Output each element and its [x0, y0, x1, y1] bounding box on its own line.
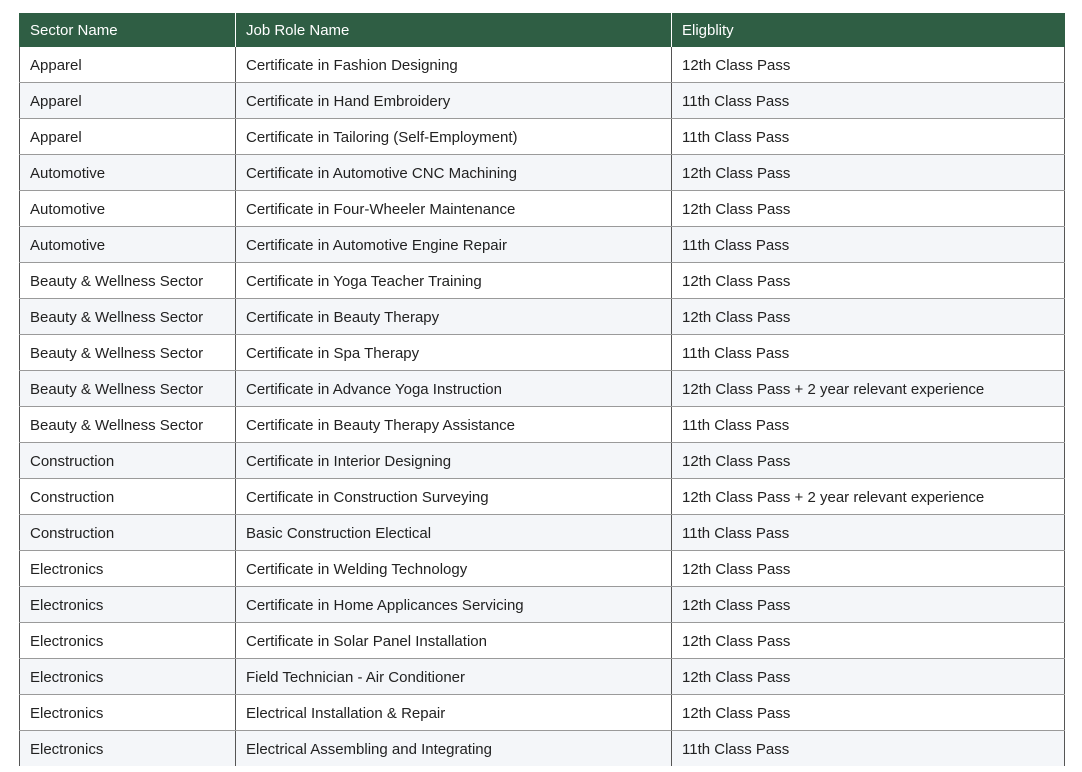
- cell-job-role-name: Electrical Installation & Repair: [236, 695, 672, 731]
- cell-eligibility: 12th Class Pass: [672, 659, 1065, 695]
- job-roles-table-container: [19, 13, 1064, 766]
- cell-eligibility: 11th Class Pass: [672, 731, 1065, 767]
- cell-sector-name: Automotive: [20, 155, 236, 191]
- cell-job-role-name: Certificate in Construction Surveying: [236, 479, 672, 515]
- cell-eligibility: 12th Class Pass: [672, 47, 1065, 83]
- cell-eligibility: 12th Class Pass: [672, 263, 1065, 299]
- cell-sector-name: Apparel: [20, 119, 236, 155]
- table-row: [20, 731, 1065, 767]
- table-row: [20, 479, 1065, 515]
- cell-sector-name: Beauty & Wellness Sector: [20, 263, 236, 299]
- job-roles-table: [19, 13, 1065, 766]
- cell-eligibility: 11th Class Pass: [672, 407, 1065, 443]
- table-row: [20, 227, 1065, 263]
- cell-job-role-name: Certificate in Beauty Therapy: [236, 299, 672, 335]
- cell-eligibility: 12th Class Pass: [672, 551, 1065, 587]
- cell-eligibility: 12th Class Pass: [672, 695, 1065, 731]
- cell-job-role-name: Certificate in Solar Panel Installation: [236, 623, 672, 659]
- table-row: [20, 83, 1065, 119]
- cell-eligibility: 12th Class Pass: [672, 191, 1065, 227]
- table-row: [20, 407, 1065, 443]
- cell-sector-name: Electronics: [20, 551, 236, 587]
- cell-sector-name: Electronics: [20, 731, 236, 767]
- cell-job-role-name: Electrical Assembling and Integrating: [236, 731, 672, 767]
- cell-job-role-name: Certificate in Advance Yoga Instruction: [236, 371, 672, 407]
- table-row: [20, 551, 1065, 587]
- table-row: [20, 191, 1065, 227]
- table-body: [20, 47, 1065, 766]
- table-row: [20, 371, 1065, 407]
- cell-eligibility: 12th Class Pass: [672, 155, 1065, 191]
- cell-eligibility: 11th Class Pass: [672, 515, 1065, 551]
- cell-eligibility: 12th Class Pass + 2 year relevant experience: [672, 479, 1065, 515]
- table-row: [20, 155, 1065, 191]
- cell-job-role-name: Field Technician - Air Conditioner: [236, 659, 672, 695]
- table-row: [20, 299, 1065, 335]
- cell-sector-name: Electronics: [20, 623, 236, 659]
- header-eligibility: Eligblity: [672, 13, 1065, 47]
- cell-job-role-name: Certificate in Automotive CNC Machining: [236, 155, 672, 191]
- cell-sector-name: Electronics: [20, 695, 236, 731]
- cell-eligibility: 12th Class Pass: [672, 623, 1065, 659]
- cell-job-role-name: Certificate in Fashion Designing: [236, 47, 672, 83]
- cell-eligibility: 12th Class Pass: [672, 443, 1065, 479]
- header-row: [20, 13, 1065, 47]
- cell-sector-name: Apparel: [20, 47, 236, 83]
- cell-eligibility: 12th Class Pass: [672, 587, 1065, 623]
- table-row: [20, 119, 1065, 155]
- table-row: [20, 695, 1065, 731]
- cell-job-role-name: Certificate in Hand Embroidery: [236, 83, 672, 119]
- cell-sector-name: Beauty & Wellness Sector: [20, 335, 236, 371]
- header-job-role-name: Job Role Name: [236, 13, 672, 47]
- cell-eligibility: 11th Class Pass: [672, 119, 1065, 155]
- cell-eligibility: 12th Class Pass + 2 year relevant experience: [672, 371, 1065, 407]
- cell-job-role-name: Certificate in Four-Wheeler Maintenance: [236, 191, 672, 227]
- table-row: [20, 443, 1065, 479]
- table-row: [20, 587, 1065, 623]
- cell-sector-name: Beauty & Wellness Sector: [20, 407, 236, 443]
- table-header: [20, 13, 1065, 47]
- cell-sector-name: Construction: [20, 515, 236, 551]
- cell-sector-name: Electronics: [20, 659, 236, 695]
- header-sector-name: Sector Name: [20, 13, 236, 47]
- cell-sector-name: Automotive: [20, 191, 236, 227]
- cell-job-role-name: Certificate in Automotive Engine Repair: [236, 227, 672, 263]
- cell-eligibility: 12th Class Pass: [672, 299, 1065, 335]
- cell-job-role-name: Certificate in Tailoring (Self-Employment): [236, 119, 672, 155]
- cell-sector-name: Construction: [20, 479, 236, 515]
- cell-job-role-name: Certificate in Home Applicances Servicing: [236, 587, 672, 623]
- cell-eligibility: 11th Class Pass: [672, 335, 1065, 371]
- cell-sector-name: Electronics: [20, 587, 236, 623]
- cell-job-role-name: Certificate in Yoga Teacher Training: [236, 263, 672, 299]
- cell-sector-name: Apparel: [20, 83, 236, 119]
- table-row: [20, 47, 1065, 83]
- cell-sector-name: Beauty & Wellness Sector: [20, 299, 236, 335]
- table-row: [20, 263, 1065, 299]
- cell-job-role-name: Certificate in Beauty Therapy Assistance: [236, 407, 672, 443]
- cell-job-role-name: Certificate in Welding Technology: [236, 551, 672, 587]
- table-row: [20, 623, 1065, 659]
- cell-job-role-name: Basic Construction Electical: [236, 515, 672, 551]
- table-row: [20, 335, 1065, 371]
- table-row: [20, 659, 1065, 695]
- cell-sector-name: Beauty & Wellness Sector: [20, 371, 236, 407]
- cell-eligibility: 11th Class Pass: [672, 83, 1065, 119]
- cell-sector-name: Construction: [20, 443, 236, 479]
- cell-job-role-name: Certificate in Spa Therapy: [236, 335, 672, 371]
- table-row: [20, 515, 1065, 551]
- cell-sector-name: Automotive: [20, 227, 236, 263]
- cell-job-role-name: Certificate in Interior Designing: [236, 443, 672, 479]
- cell-eligibility: 11th Class Pass: [672, 227, 1065, 263]
